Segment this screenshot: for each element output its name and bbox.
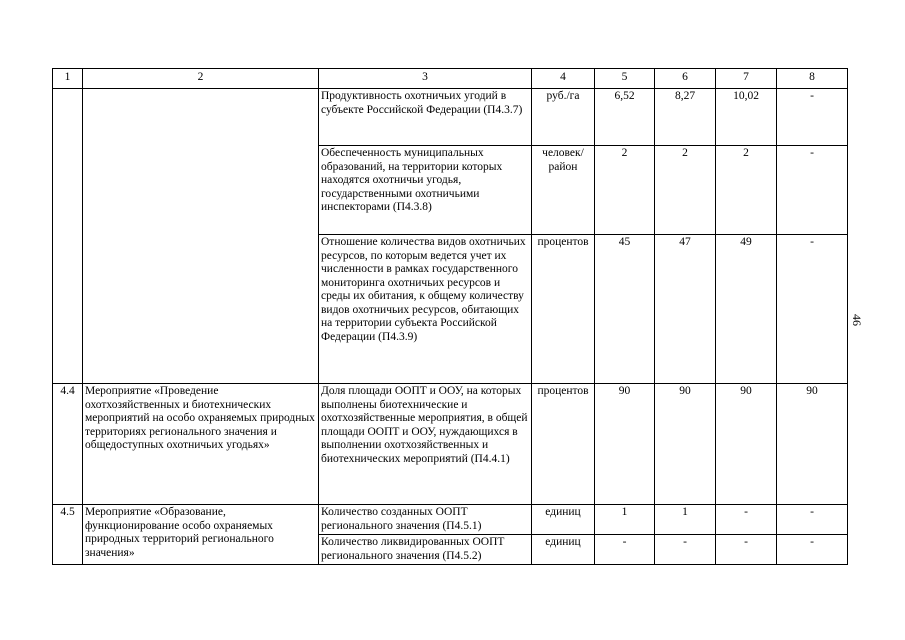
value-cell-7: - bbox=[716, 535, 777, 565]
unit-cell: человек/ район bbox=[532, 146, 595, 235]
table-row bbox=[53, 505, 848, 535]
value-cell-7: 10,02 bbox=[716, 89, 777, 146]
header-cell-6: 6 bbox=[655, 69, 716, 89]
header-cell-5: 5 bbox=[595, 69, 655, 89]
value-cell-8: - bbox=[777, 235, 848, 384]
value-cell-6: - bbox=[655, 535, 716, 565]
value-cell-5: 6,52 bbox=[595, 89, 655, 146]
unit-cell: единиц bbox=[532, 505, 595, 535]
header-cell-7: 7 bbox=[716, 69, 777, 89]
page-number: 46 bbox=[850, 314, 864, 326]
header-cell-2: 2 bbox=[83, 69, 319, 89]
value-cell-5: 1 bbox=[595, 505, 655, 535]
value-cell-8: - bbox=[777, 505, 848, 535]
event-cell: Мероприятие «Образование, функционирование особо охраняемых природных территорий регионального значения» bbox=[83, 505, 319, 565]
indicator-cell: Отношение количества видов охотничьих ресурсов, по которым ведется учет их численности в рамках государственного мониторинга охотничьих ресурсов и среды их обитания, к общему количеству видов охотничьих ресурсов, обитающих на территории субъекта Российской Федерации (П4.3.9) bbox=[319, 235, 532, 384]
value-cell-7: 90 bbox=[716, 384, 777, 505]
value-cell-8: - bbox=[777, 89, 848, 146]
value-cell-5: 2 bbox=[595, 146, 655, 235]
header-cell-1: 1 bbox=[53, 69, 83, 89]
unit-cell: процентов bbox=[532, 384, 595, 505]
value-cell-7: 2 bbox=[716, 146, 777, 235]
value-cell-6: 47 bbox=[655, 235, 716, 384]
value-cell-8: 90 bbox=[777, 384, 848, 505]
indicator-table bbox=[52, 68, 848, 565]
indicator-cell: Количество ликвидированных ООПТ регионального значения (П4.5.2) bbox=[319, 535, 532, 565]
value-cell-5: 45 bbox=[595, 235, 655, 384]
row-number-cell bbox=[53, 89, 83, 384]
value-cell-6: 8,27 bbox=[655, 89, 716, 146]
header-cell-4: 4 bbox=[532, 69, 595, 89]
value-cell-5: - bbox=[595, 535, 655, 565]
value-cell-7: 49 bbox=[716, 235, 777, 384]
header-cell-8: 8 bbox=[777, 69, 848, 89]
unit-cell: процентов bbox=[532, 235, 595, 384]
indicator-cell: Продуктивность охотничьих угодий в субъекте Российской Федерации (П4.3.7) bbox=[319, 89, 532, 146]
row-number-cell: 4.4 bbox=[53, 384, 83, 505]
row-number-cell: 4.5 bbox=[53, 505, 83, 565]
table-row bbox=[53, 384, 848, 505]
indicator-cell: Обеспеченность муниципальных образований, на территории которых находятся охотничьи угодья, государственными охотничьими инспекторами (П4.3.8) bbox=[319, 146, 532, 235]
indicator-cell: Доля площади ООПТ и ООУ, на которых выполнены биотехнические и охотхозяйственные мероприятия, в общей площади ООПТ и ООУ, нуждающихся в выполнении охотхозяйственных и биотехнических мероприятий (П4.4.1) bbox=[319, 384, 532, 505]
value-cell-8: - bbox=[777, 146, 848, 235]
table-row bbox=[53, 89, 848, 146]
value-cell-7: - bbox=[716, 505, 777, 535]
unit-cell: руб./га bbox=[532, 89, 595, 146]
value-cell-6: 1 bbox=[655, 505, 716, 535]
header-cell-3: 3 bbox=[319, 69, 532, 89]
value-cell-5: 90 bbox=[595, 384, 655, 505]
indicator-cell: Количество созданных ООПТ регионального значения (П4.5.1) bbox=[319, 505, 532, 535]
value-cell-8: - bbox=[777, 535, 848, 565]
value-cell-6: 90 bbox=[655, 384, 716, 505]
event-cell bbox=[83, 89, 319, 384]
value-cell-6: 2 bbox=[655, 146, 716, 235]
column-number-row bbox=[53, 69, 848, 89]
event-cell: Мероприятие «Проведение охотхозяйственных и биотехнических мероприятий на особо охраняемых природных территориях регионального значения и общедоступных охотничьих угодьях» bbox=[83, 384, 319, 505]
unit-cell: единиц bbox=[532, 535, 595, 565]
